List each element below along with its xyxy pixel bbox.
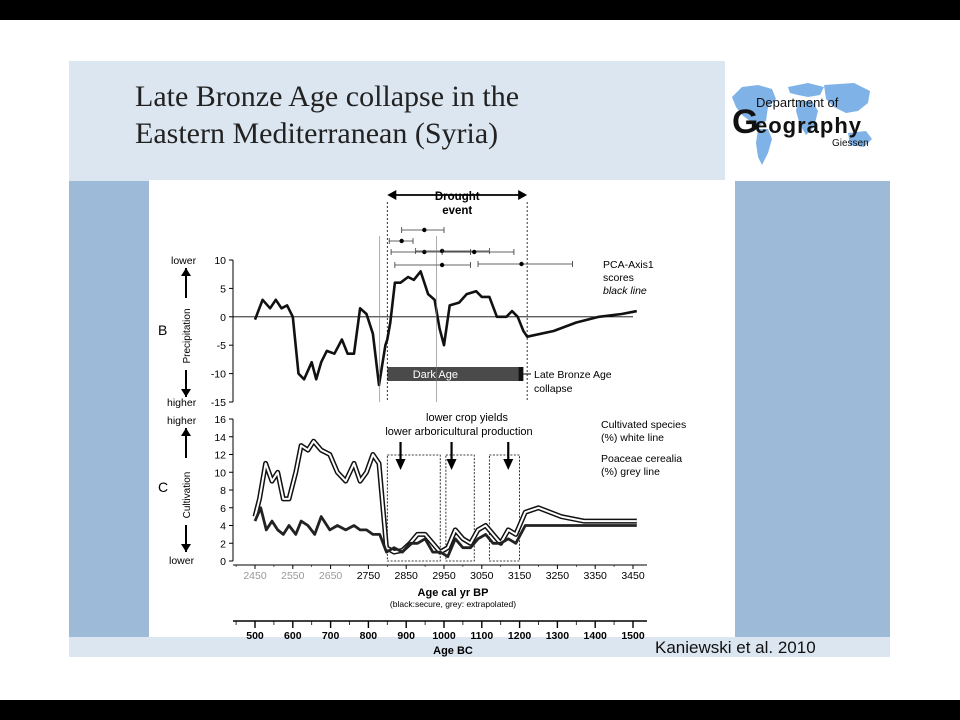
panel-b-tick-label: -10 xyxy=(210,368,226,381)
collapse-label-line2: collapse xyxy=(534,383,573,395)
x-axis-bp-ticks xyxy=(236,565,645,582)
chart xyxy=(149,180,735,657)
dark-age-label: Dark Age xyxy=(412,369,458,381)
drought-arrow-left-head xyxy=(387,190,396,200)
age-marker-group xyxy=(389,227,572,268)
drought-label-line1: Drought xyxy=(434,191,480,203)
age-marker-dot xyxy=(399,239,403,243)
age-marker-dot xyxy=(422,228,426,232)
panel-c-down-arrow xyxy=(181,525,191,552)
logo-department-text: Department of xyxy=(756,95,839,110)
bc-tick-label: 700 xyxy=(321,630,340,642)
dark-age-bar xyxy=(387,367,612,395)
panel-b-tick-label: -15 xyxy=(210,397,226,409)
collapse-label-line1: Late Bronze Age xyxy=(534,369,612,381)
cultivated-core xyxy=(255,441,637,552)
bc-tick-label: 1000 xyxy=(432,630,456,642)
age-marker-dot xyxy=(472,250,476,254)
drought-event xyxy=(387,190,527,217)
bc-tick-label: 900 xyxy=(397,630,415,642)
legend-poaceae-line2: (%) grey line xyxy=(601,466,660,478)
panel-c xyxy=(158,412,686,568)
cultivated-outline xyxy=(255,441,637,552)
slide-title: Late Bronze Age collapse in the Eastern Mediterranean (Syria) xyxy=(135,80,520,150)
bp-tick-label: 3350 xyxy=(583,570,607,582)
citation: Kaniewski et al. 2010 xyxy=(655,638,816,657)
logo-city-text: Giessen xyxy=(832,138,869,149)
bc-tick-label: 1100 xyxy=(470,630,494,642)
panel-c-up-arrow xyxy=(181,428,191,458)
bc-tick-label: 600 xyxy=(284,630,302,642)
panel-c-top-label: higher xyxy=(167,415,197,427)
bp-tick-label: 2650 xyxy=(318,570,343,582)
bc-tick-label: 1300 xyxy=(545,630,570,642)
panel-c-ylabel: Cultivation xyxy=(182,471,193,519)
age-marker-dot xyxy=(519,262,523,266)
panel-b-tick-label: 10 xyxy=(214,255,226,267)
bp-tick-label: 2550 xyxy=(281,570,305,582)
panel-c-tick-label: 6 xyxy=(220,502,226,515)
panel-b-letter: B xyxy=(158,322,168,338)
bp-tick-label: 2950 xyxy=(432,570,456,582)
logo-geography-text: eography xyxy=(755,113,863,138)
panel-c-tick-label: 10 xyxy=(214,467,226,480)
legend-cultivated-line2: (%) white line xyxy=(601,432,665,444)
panel-b-up-arrow xyxy=(181,268,191,298)
x-axis-bp-subtitle: (black:secure, grey: extrapolated) xyxy=(389,599,517,609)
drought-label-line2: event xyxy=(442,205,473,217)
legend-cultivated-line1: Cultivated species xyxy=(601,419,687,431)
panel-b-tick-label: 5 xyxy=(220,283,226,296)
bc-tick-label: 1500 xyxy=(621,630,645,642)
panel-b-top-label: lower xyxy=(171,255,197,267)
age-marker-dot xyxy=(440,263,444,267)
panel-b xyxy=(158,255,654,409)
age-marker-dot xyxy=(422,250,426,254)
panel-c-tick-label: 16 xyxy=(214,414,226,426)
drought-arrow-right-head xyxy=(518,190,527,200)
panel-c-bottom-label: lower xyxy=(169,555,195,567)
x-axis-cal-bp xyxy=(233,565,647,609)
panel-b-y-ticks xyxy=(211,255,233,409)
panel-b-ylabel: Precipitation xyxy=(182,308,193,364)
crop-label-line2: lower arboricultural production xyxy=(385,426,533,438)
x-axis-bc-title: Age BC xyxy=(433,645,473,657)
panel-c-tick-label: 2 xyxy=(220,538,226,551)
bp-tick-label: 3150 xyxy=(507,570,532,582)
dark-age-rect-end xyxy=(518,367,523,381)
bp-tick-label: 2850 xyxy=(394,570,418,582)
legend-pca-line1: PCA-Axis1 xyxy=(603,259,654,271)
x-axis-bp-title: Age cal yr BP xyxy=(417,587,489,599)
crop-yield-box xyxy=(489,455,519,561)
slide xyxy=(0,20,960,700)
bp-tick-label: 3050 xyxy=(470,570,494,582)
bp-tick-label: 2750 xyxy=(356,570,381,582)
panel-b-down-arrow xyxy=(181,370,191,397)
panel-c-y-ticks xyxy=(214,414,233,568)
bc-tick-label: 500 xyxy=(246,630,264,642)
crop-arrow-head xyxy=(396,459,406,470)
bp-tick-label: 2450 xyxy=(243,570,267,582)
panel-b-tick-label: 0 xyxy=(220,311,226,324)
bc-tick-label: 1200 xyxy=(507,630,532,642)
panel-c-tick-label: 12 xyxy=(214,449,226,462)
legend-pca-line3: black line xyxy=(603,285,647,297)
legend-poaceae-line1: Poaceae cerealia xyxy=(601,453,683,465)
crop-arrow-head xyxy=(447,459,457,470)
bp-tick-label: 3450 xyxy=(621,570,645,582)
panel-b-bottom-label: higher xyxy=(167,397,197,409)
crop-arrow-head xyxy=(503,459,513,470)
department-logo xyxy=(728,77,878,169)
panel-c-tick-label: 0 xyxy=(220,556,226,568)
bp-tick-label: 3250 xyxy=(545,570,570,582)
panel-c-tick-label: 4 xyxy=(220,520,226,533)
title-band xyxy=(69,61,725,182)
panel-c-letter: C xyxy=(158,479,169,495)
panel-b-tick-label: -5 xyxy=(216,340,226,353)
figure xyxy=(149,180,735,657)
bc-tick-label: 1400 xyxy=(583,630,607,642)
panel-c-tick-label: 8 xyxy=(220,485,226,497)
logo-g-letter: G xyxy=(732,103,759,141)
x-axis-bc-ticks xyxy=(236,621,645,642)
crop-label-line1: lower crop yields xyxy=(426,412,508,424)
legend-pca-line2: scores xyxy=(603,272,634,284)
series-cultivated-species xyxy=(255,441,637,552)
bc-tick-label: 800 xyxy=(359,630,378,642)
panel-c-tick-label: 14 xyxy=(214,431,226,444)
